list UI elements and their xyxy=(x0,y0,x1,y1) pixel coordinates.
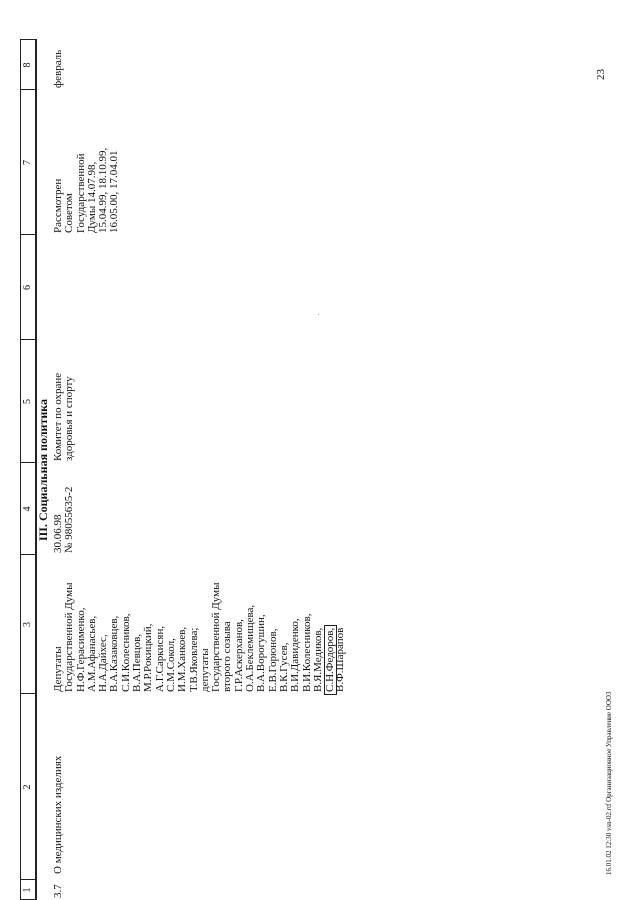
author-line: В.И.Давиденко, xyxy=(289,618,302,692)
author-line: Е.В.Горюнов, xyxy=(266,628,279,692)
section-title: III. Социальная политика xyxy=(36,398,50,542)
row-number: 3.7 xyxy=(52,884,64,898)
author-line: Т.В.Яковлева; xyxy=(187,627,200,692)
author-line: И.М.Ханкоев, xyxy=(176,626,189,692)
committee-line: здоровья и спорту xyxy=(63,376,76,461)
status-info xyxy=(53,148,121,233)
status-line: Советом xyxy=(63,193,76,233)
col-header-3: 3 xyxy=(22,622,33,627)
author-line: В.А.Певцов, xyxy=(131,633,144,692)
author-line: С.И.Колесников, xyxy=(119,613,132,692)
col-header-2: 2 xyxy=(22,784,33,790)
author-line: С.М.Сокол, xyxy=(164,638,177,692)
planned-month: февраль xyxy=(52,49,64,88)
status-line: Рассмотрен xyxy=(52,178,64,233)
author-line: В.И.Колесников, xyxy=(300,613,313,692)
author-line: В.Ф.Шарапов xyxy=(334,627,347,692)
committee xyxy=(53,373,76,461)
author-line: Н.А.Дайхес, xyxy=(97,634,110,692)
author-line: В.А.Ворогушин, xyxy=(255,614,268,692)
status-line: Думы 14.07.98, xyxy=(85,161,98,233)
committee-line: Комитет по охране xyxy=(52,372,64,461)
status-line: 15.04.99, 18.10.99, xyxy=(97,147,110,233)
col-header-6: 6 xyxy=(22,285,33,290)
author-line: Депутаты xyxy=(52,646,64,692)
col-header-5: 5 xyxy=(22,399,33,404)
author-line: депутаты xyxy=(198,648,211,692)
submission-date: 30.06.98 xyxy=(52,514,64,553)
author-line: Государственной Думы xyxy=(210,582,223,692)
registration-number: № 98055635-2 xyxy=(63,486,76,553)
author-line: В.А.Казаковцев, xyxy=(108,615,121,692)
status-line: 16.05.00, 17.04.01 xyxy=(108,150,121,233)
table-border-top xyxy=(20,39,21,900)
author-line: А.М.Афанасьев, xyxy=(85,615,98,692)
status-line: Государственной xyxy=(74,153,87,233)
author-line: В.К.Гусев, xyxy=(277,642,290,692)
footer-meta: 16.01.02 12:30 vsn-02.rtf Организационное Управление ООО3 xyxy=(605,691,613,875)
author-line: Г.Р.Аскерханов, xyxy=(232,619,245,692)
author-line: Н.Ф.Герасименко, xyxy=(74,607,87,692)
highlight-box: С.Н.Федоров, xyxy=(324,625,337,695)
author-line: М.Р.Рокицкий, xyxy=(142,623,155,692)
author-line: второго созыва xyxy=(221,621,234,692)
registration-info xyxy=(53,487,76,553)
author-line: О.А.Беклемищева, xyxy=(244,604,257,692)
col-header-1: 1 xyxy=(22,887,33,893)
col-header-7: 7 xyxy=(22,160,33,165)
col-header-8: 8 xyxy=(22,62,33,68)
author-line: Государственной Думы xyxy=(63,582,76,692)
col-header-4: 4 xyxy=(22,506,33,512)
authors-list xyxy=(53,582,347,692)
author-line: А.Г.Саркисян, xyxy=(153,625,166,692)
author-line: В.Я.Медиков, xyxy=(311,627,324,692)
scan-speck xyxy=(318,314,319,315)
page-number: 23 xyxy=(595,69,607,80)
bill-title: О медицинских изделиях xyxy=(52,755,64,874)
